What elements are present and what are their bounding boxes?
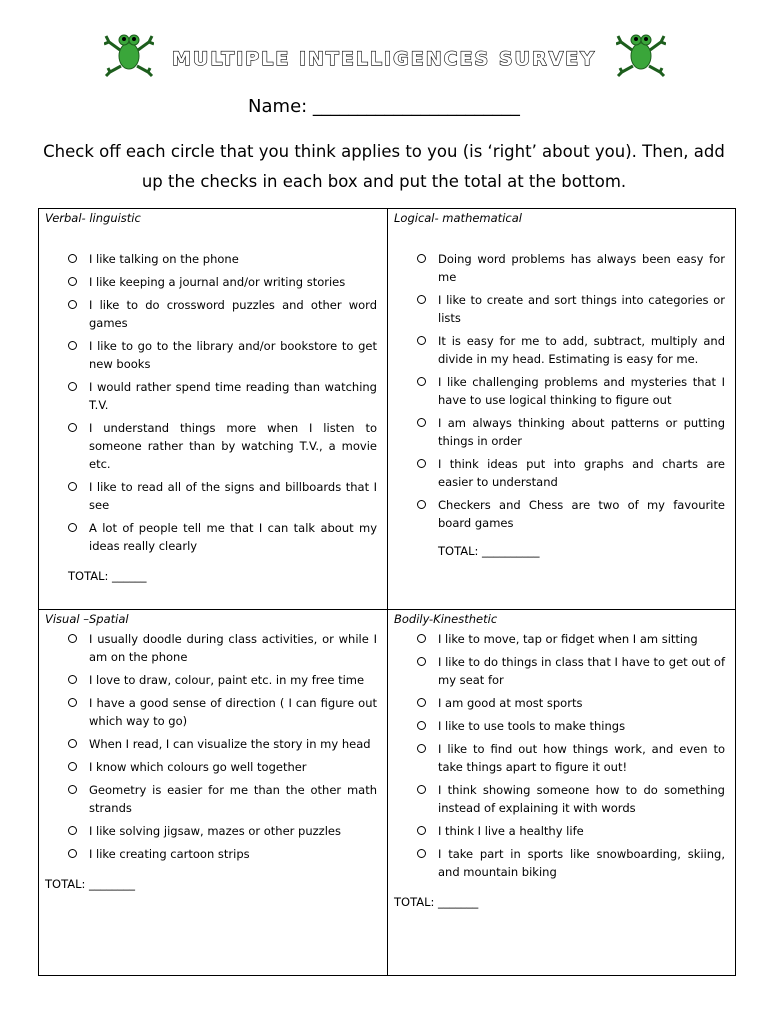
item-list xyxy=(394,630,727,881)
total-line[interactable]: TOTAL: ______ xyxy=(68,569,147,583)
checklist-item xyxy=(394,781,727,817)
checklist-item xyxy=(45,519,379,555)
checklist-item xyxy=(45,735,379,753)
item-list xyxy=(45,250,379,555)
check-circle[interactable] xyxy=(417,634,426,643)
checklist-item xyxy=(394,740,727,776)
check-circle[interactable] xyxy=(417,785,426,794)
check-circle[interactable] xyxy=(68,254,77,263)
checklist-item xyxy=(45,781,379,817)
check-circle[interactable] xyxy=(68,523,77,532)
checklist-item-text: I take part in sports like snowboarding, skiing, and mountain biking xyxy=(438,847,725,879)
check-circle[interactable] xyxy=(68,675,77,684)
checklist-item-text: I like talking on the phone xyxy=(89,252,239,266)
checklist-item xyxy=(45,630,379,666)
total-line[interactable]: TOTAL: _______ xyxy=(394,895,479,909)
checklist-item xyxy=(45,478,379,514)
checklist-item xyxy=(45,378,379,414)
check-circle[interactable] xyxy=(68,785,77,794)
check-circle[interactable] xyxy=(417,459,426,468)
section-heading: Visual –Spatial xyxy=(45,612,129,626)
checklist-item xyxy=(394,373,727,409)
checklist-item-text: When I read, I can visualize the story in my head xyxy=(89,737,371,751)
check-circle[interactable] xyxy=(68,341,77,350)
checklist-item xyxy=(45,694,379,730)
checklist-item-text: Geometry is easier for me than the other math strands xyxy=(89,783,377,815)
section-verbal-linguistic xyxy=(39,209,388,610)
checklist-item xyxy=(394,630,727,648)
check-circle[interactable] xyxy=(68,698,77,707)
checklist-item-text: I like to read all of the signs and billboards that I see xyxy=(89,480,377,512)
check-circle[interactable] xyxy=(417,744,426,753)
checklist-item-text: I know which colours go well together xyxy=(89,760,307,774)
checklist-item-text: I like challenging problems and mysteries that I have to use logical thinking to figure out xyxy=(438,375,725,407)
checklist-item-text: I think I live a healthy life xyxy=(438,824,584,838)
checklist-item-text: Checkers and Chess are two of my favourite board games xyxy=(438,498,725,530)
checklist-item xyxy=(45,758,379,776)
checklist-item-text: I like to use tools to make things xyxy=(438,719,626,733)
name-line[interactable]: Name: _______________________ xyxy=(248,96,520,117)
section-bodily-kinesthetic xyxy=(388,610,735,975)
checklist-item xyxy=(45,419,379,473)
check-circle[interactable] xyxy=(68,382,77,391)
check-circle[interactable] xyxy=(417,295,426,304)
check-circle[interactable] xyxy=(68,300,77,309)
checklist-item xyxy=(45,822,379,840)
check-circle[interactable] xyxy=(68,762,77,771)
checklist-item-text: I like to find out how things work, and even to take things apart to figure it out! xyxy=(438,742,725,774)
checklist-item-text: I think showing someone how to do something instead of explaining it with words xyxy=(438,783,725,815)
check-circle[interactable] xyxy=(417,698,426,707)
check-circle[interactable] xyxy=(417,254,426,263)
check-circle[interactable] xyxy=(68,482,77,491)
checklist-item xyxy=(45,337,379,373)
total-line[interactable]: TOTAL: __________ xyxy=(438,544,540,558)
check-circle[interactable] xyxy=(68,277,77,286)
item-list xyxy=(45,630,379,863)
section-logical-mathematical xyxy=(388,209,735,610)
item-list xyxy=(394,250,727,532)
page-title: MULTIPLE INTELLIGENCES SURVEY xyxy=(171,48,597,70)
check-circle[interactable] xyxy=(417,849,426,858)
checklist-item-text: I like to do things in class that I have to get out of my seat for xyxy=(438,655,725,687)
checklist-item xyxy=(394,653,727,689)
instructions: Check off each circle that you think applies to you (is ‘right’ about you). Then, add up the checks in each box and put the total at the bottom. xyxy=(43,142,725,191)
check-circle[interactable] xyxy=(417,418,426,427)
checklist-item xyxy=(45,671,379,689)
section-visual-spatial xyxy=(39,610,388,975)
checklist-item-text: A lot of people tell me that I can talk about my ideas really clearly xyxy=(89,521,377,553)
checklist-item xyxy=(45,845,379,863)
checklist-item xyxy=(394,496,727,532)
checklist-item xyxy=(394,694,727,712)
section-heading: Verbal- linguistic xyxy=(45,211,141,225)
check-circle[interactable] xyxy=(68,634,77,643)
check-circle[interactable] xyxy=(417,721,426,730)
checklist-item xyxy=(45,273,379,291)
checklist-item xyxy=(45,250,379,268)
checklist-item-text: I like to do crossword puzzles and other word games xyxy=(89,298,377,330)
check-circle[interactable] xyxy=(417,336,426,345)
checklist-item xyxy=(394,845,727,881)
checklist-item-text: I think ideas put into graphs and charts are easier to understand xyxy=(438,457,725,489)
checklist-item-text: Doing word problems has always been easy for me xyxy=(438,252,725,284)
checklist-item-text: I usually doodle during class activities, or while I am on the phone xyxy=(89,632,377,664)
checklist-item-text: I understand things more when I listen to someone rather than by watching T.V., a movie etc. xyxy=(89,421,377,471)
checklist-item xyxy=(394,414,727,450)
checklist-item-text: I am always thinking about patterns or putting things in order xyxy=(438,416,725,448)
check-circle[interactable] xyxy=(68,423,77,432)
checklist-item-text: I like keeping a journal and/or writing stories xyxy=(89,275,346,289)
total-line[interactable]: TOTAL: ________ xyxy=(45,877,136,891)
section-heading: Bodily-Kinesthetic xyxy=(394,612,498,626)
check-circle[interactable] xyxy=(417,377,426,386)
checklist-item xyxy=(394,250,727,286)
section-heading: Logical- mathematical xyxy=(394,211,522,225)
check-circle[interactable] xyxy=(68,826,77,835)
check-circle[interactable] xyxy=(417,500,426,509)
checklist-item-text: I like to go to the library and/or bookstore to get new books xyxy=(89,339,377,371)
checklist-item xyxy=(394,455,727,491)
checklist-item-text: I like to create and sort things into categories or lists xyxy=(438,293,725,325)
checklist-item-text: I love to draw, colour, paint etc. in my free time xyxy=(89,673,365,687)
checklist-item-text: It is easy for me to add, subtract, multiply and divide in my head. Estimating is easy for me. xyxy=(438,334,725,366)
checklist-item-text: I like to move, tap or fidget when I am sitting xyxy=(438,632,698,646)
check-circle[interactable] xyxy=(417,826,426,835)
check-circle[interactable] xyxy=(417,657,426,666)
checklist-item-text: I like solving jigsaw, mazes or other puzzles xyxy=(89,824,341,838)
checklist-item xyxy=(394,332,727,368)
check-circle[interactable] xyxy=(68,739,77,748)
checklist-item-text: I would rather spend time reading than watching T.V. xyxy=(89,380,377,412)
checklist-item xyxy=(394,822,727,840)
checklist-item xyxy=(45,296,379,332)
checklist-item xyxy=(394,291,727,327)
checklist-item-text: I like creating cartoon strips xyxy=(89,847,250,861)
checklist-item-text: I am good at most sports xyxy=(438,696,583,710)
check-circle[interactable] xyxy=(68,849,77,858)
checklist-item-text: I have a good sense of direction ( I can figure out which way to go) xyxy=(89,696,377,728)
survey-grid xyxy=(38,208,736,976)
checklist-item xyxy=(394,717,727,735)
